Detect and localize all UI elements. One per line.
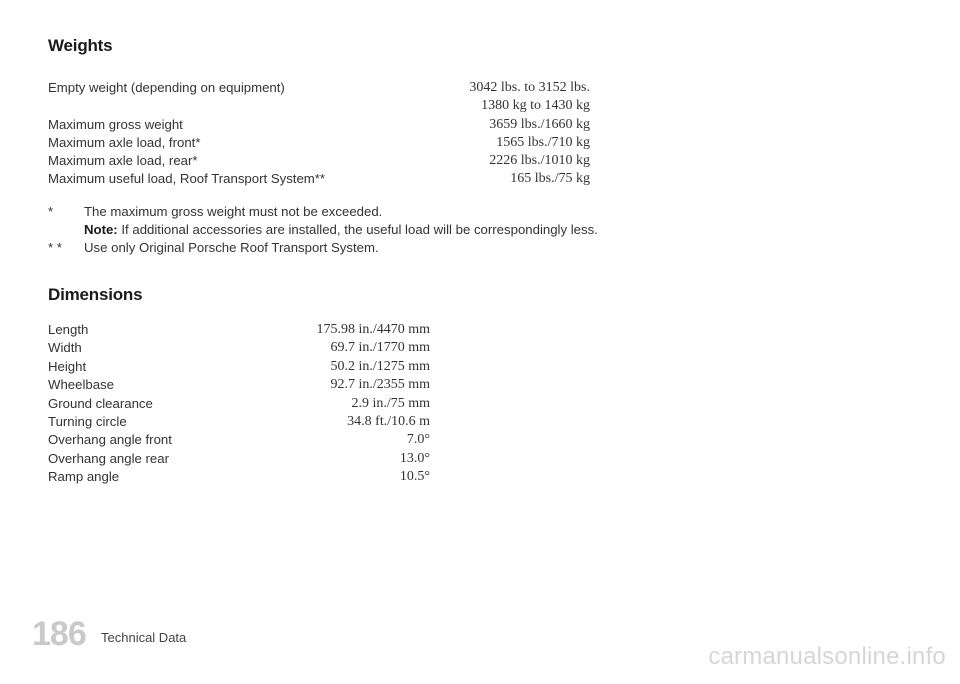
row-label: Maximum useful load, Roof Transport System** <box>48 171 326 186</box>
row-label: Turning circle <box>48 414 127 429</box>
row-value: 3042 lbs. to 3152 lbs. <box>469 80 590 95</box>
dimension-row <box>48 376 430 394</box>
row-value: 69.7 in./1770 mm <box>330 340 430 355</box>
weights-row <box>48 152 590 170</box>
weights-row <box>48 97 590 115</box>
row-label: Ground clearance <box>48 396 153 411</box>
dimension-row <box>48 431 430 449</box>
dimension-row <box>48 358 430 376</box>
row-value: 175.98 in./4470 mm <box>316 322 430 337</box>
weights-row <box>48 116 590 134</box>
footnote-mark: * <box>48 204 54 219</box>
row-value: 7.0° <box>406 432 430 447</box>
watermark: carmanualsonline.info <box>708 643 946 670</box>
weights-row <box>48 170 590 188</box>
note-body: If additional accessories are installed, the useful load will be correspondingly less. <box>117 222 598 237</box>
row-value: 92.7 in./2355 mm <box>330 377 430 392</box>
dimension-row <box>48 395 430 413</box>
dimension-row <box>48 339 430 357</box>
weights-heading: Weights <box>48 36 113 55</box>
footnote-mark: * * <box>48 240 62 255</box>
row-value: 1565 lbs./710 kg <box>496 135 590 150</box>
row-label: Width <box>48 340 82 355</box>
row-label: Height <box>48 359 87 374</box>
weights-row <box>48 79 590 97</box>
footnote-text: The maximum gross weight must not be exceeded. <box>84 204 383 219</box>
section-label: Technical Data <box>101 630 187 645</box>
row-value: 34.8 ft./10.6 m <box>347 414 430 429</box>
dimension-row <box>48 450 430 468</box>
row-label: Ramp angle <box>48 469 120 484</box>
row-value: 13.0° <box>399 451 430 466</box>
dimension-row <box>48 468 430 486</box>
row-label: Maximum axle load, rear* <box>48 153 198 168</box>
row-label: Length <box>48 322 89 337</box>
weights-row <box>48 134 590 152</box>
row-value: 1380 kg to 1430 kg <box>481 98 590 113</box>
row-value: 165 lbs./75 kg <box>510 171 590 186</box>
row-value: 10.5° <box>399 469 430 484</box>
row-label: Overhang angle rear <box>48 451 169 466</box>
dimensions-heading: Dimensions <box>48 285 143 304</box>
dimension-row <box>48 321 430 339</box>
row-value: 2.9 in./75 mm <box>351 396 430 411</box>
row-value: 50.2 in./1275 mm <box>330 359 430 374</box>
page-number: 186 <box>32 615 86 653</box>
row-label: Maximum axle load, front* <box>48 135 201 150</box>
dimension-row <box>48 413 430 431</box>
footnote-text: Use only Original Porsche Roof Transport System. <box>84 240 379 255</box>
note-label: Note: <box>84 222 118 237</box>
row-label: Wheelbase <box>48 377 114 392</box>
row-label: Empty weight (depending on equipment) <box>48 80 285 95</box>
row-label: Maximum gross weight <box>48 117 183 132</box>
row-value: 3659 lbs./1660 kg <box>489 117 590 132</box>
row-label: Overhang angle front <box>48 432 172 447</box>
row-value: 2226 lbs./1010 kg <box>489 153 590 168</box>
note-text <box>84 221 598 239</box>
